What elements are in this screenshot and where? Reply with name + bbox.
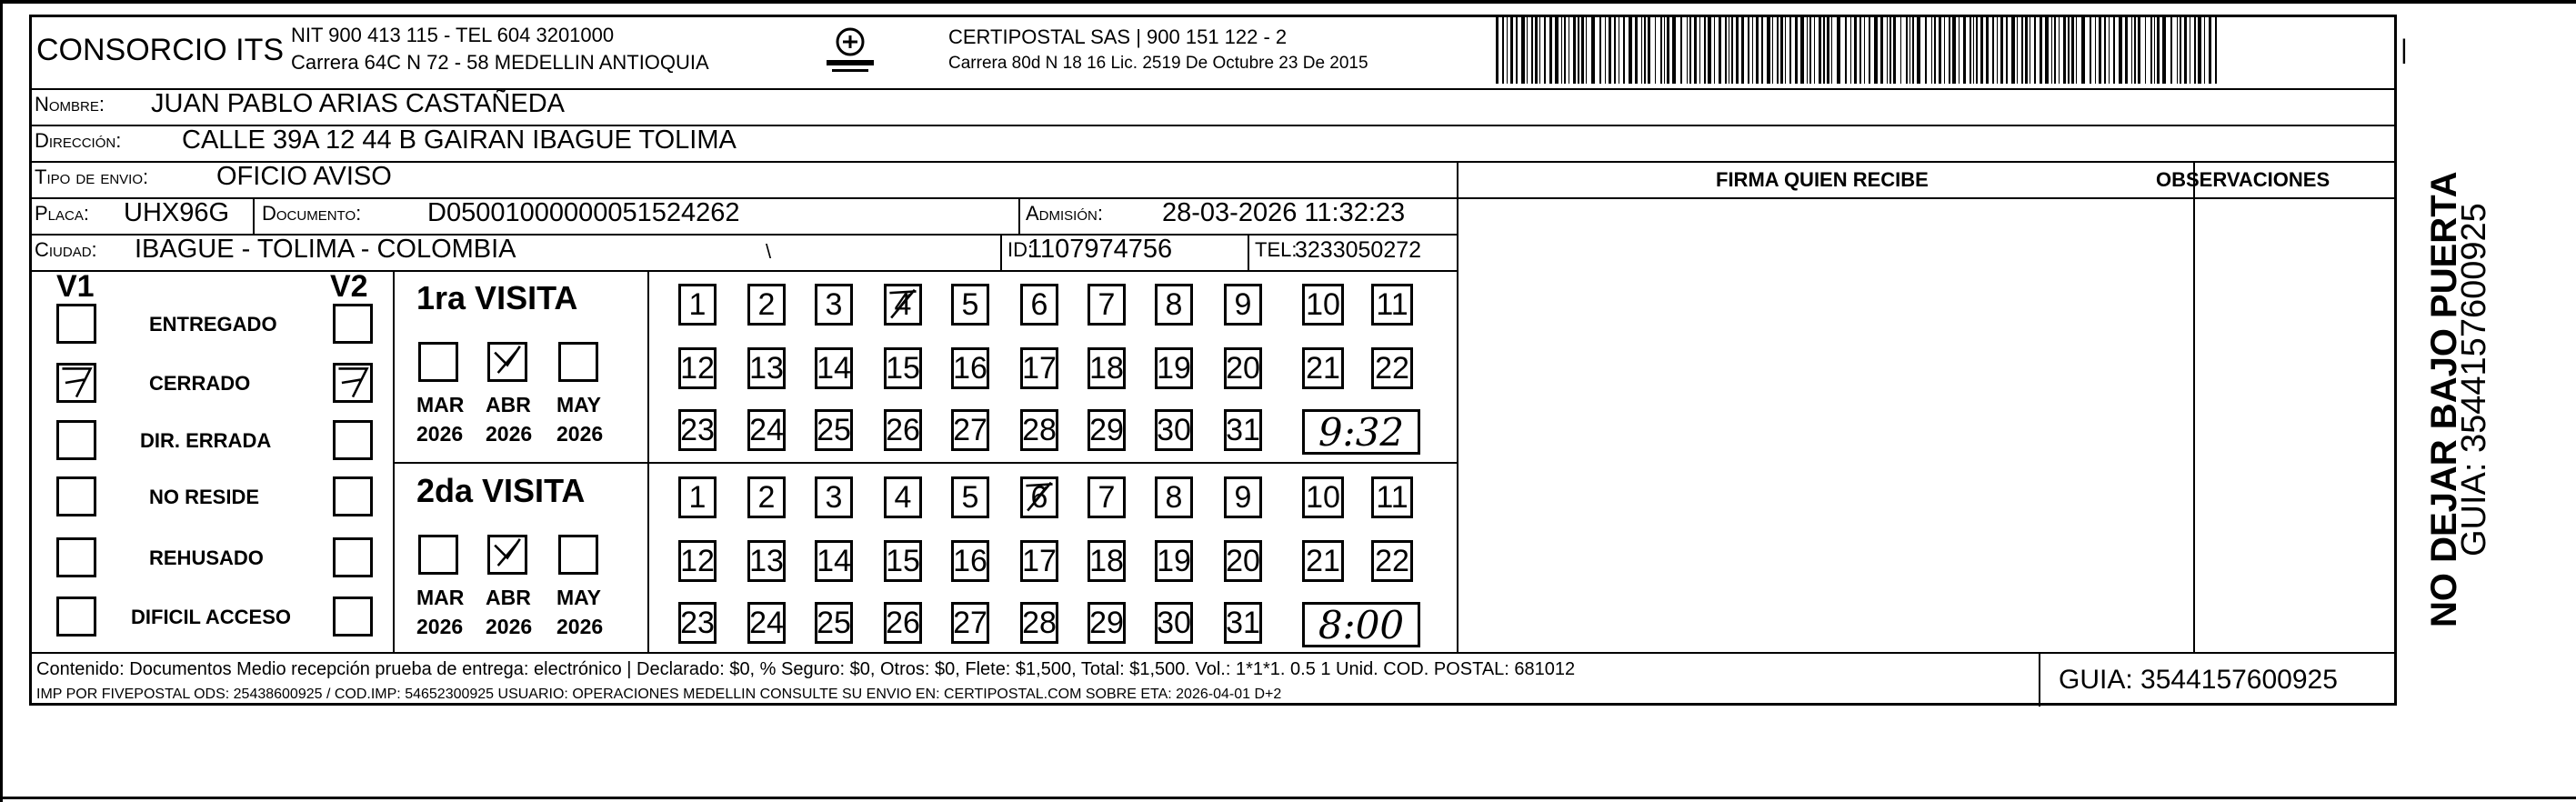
v1-checkbox[interactable]: [56, 537, 96, 577]
company-name: CONSORCIO ITS: [36, 33, 285, 67]
barcode-bar: [1880, 16, 1883, 84]
barcode-bar: [1893, 16, 1896, 84]
barcode-bar: [1900, 16, 1901, 84]
day-box[interactable]: 6: [1020, 476, 1058, 518]
day-box[interactable]: 1: [678, 284, 717, 326]
no-dejar-warning: NO DEJAR BAJO PUERTA: [2424, 171, 2464, 627]
barcode-bar: [1909, 16, 1910, 84]
barcode-bar: [2154, 16, 2155, 84]
barcode-bar: [1591, 16, 1595, 84]
barcode-bar: [2125, 16, 2128, 84]
day-box[interactable]: 27: [951, 409, 989, 451]
barcode-bar: [1521, 16, 1525, 84]
day-box[interactable]: 21: [1302, 540, 1344, 582]
visit-title: 2da VISITA: [416, 472, 586, 509]
barcode-bar: [1527, 16, 1528, 84]
barcode-bar: [1741, 16, 1744, 84]
v1-checkbox[interactable]: [56, 363, 96, 403]
barcode-bar: [2017, 16, 2018, 84]
edge-mark: |: [2401, 35, 2408, 65]
day-box[interactable]: 25: [815, 409, 853, 451]
barcode-bar: [1539, 16, 1540, 84]
status-label: NO RESIDE: [149, 486, 260, 508]
barcode-bar: [1831, 16, 1832, 84]
barcode-bar: [1944, 16, 1945, 84]
barcode-bar: [1807, 16, 1808, 84]
barcode-bar: [1912, 16, 1915, 84]
document-label: Documento:: [262, 202, 362, 225]
barcode-bar: [2063, 16, 2066, 84]
visit-time-box[interactable]: 8:00: [1302, 602, 1420, 647]
barcode-bar: [1970, 16, 1971, 84]
barcode-bar: [1704, 16, 1706, 84]
day-box[interactable]: 2: [747, 284, 786, 326]
name-label: Nombre:: [35, 93, 105, 115]
barcode-bar: [2045, 16, 2049, 84]
send-type-label: Tipo de envio:: [35, 165, 149, 188]
day-box[interactable]: 11: [1371, 284, 1413, 326]
month-checkbox[interactable]: [558, 535, 598, 575]
day-box[interactable]: 28: [1020, 409, 1058, 451]
day-box[interactable]: 26: [884, 409, 922, 451]
carrier-address: Carrera 80d N 18 16 Lic. 2519 De Octubre 23 De 2015: [948, 54, 1368, 73]
v2-checkbox[interactable]: [333, 596, 373, 637]
v1-checkbox[interactable]: [56, 420, 96, 460]
barcode-bar: [1859, 16, 1861, 84]
month-label: MAY: [556, 586, 601, 609]
barcode-bar: [2081, 16, 2085, 84]
barcode-bar: [1736, 16, 1739, 84]
barcode-bar: [1731, 16, 1733, 84]
barcode-bar: [2099, 16, 2101, 84]
month-label: MAR: [416, 393, 465, 416]
day-box[interactable]: 16: [951, 347, 989, 389]
day-box[interactable]: 18: [1088, 540, 1126, 582]
month-label: ABR: [486, 586, 531, 609]
day-box[interactable]: 12: [678, 347, 717, 389]
month-checkbox[interactable]: [487, 535, 527, 575]
barcode-bar: [2095, 16, 2096, 84]
barcode-bar: [1510, 16, 1513, 84]
barcode: [1496, 16, 2219, 84]
id-value: 1107974756: [1027, 235, 1173, 264]
barcode-bar: [1952, 16, 1956, 84]
barcode-bar: [1887, 16, 1888, 84]
day-box[interactable]: 24: [747, 602, 786, 644]
visit-time-box[interactable]: 9:32: [1302, 409, 1420, 455]
barcode-bar: [2054, 16, 2056, 84]
v2-checkbox[interactable]: [333, 537, 373, 577]
month-checkbox[interactable]: [418, 342, 458, 382]
day-box[interactable]: 24: [747, 409, 786, 451]
barcode-bar: [1573, 16, 1576, 84]
barcode-bar: [2104, 16, 2106, 84]
day-box[interactable]: 3: [815, 284, 853, 326]
v2-checkbox[interactable]: [333, 304, 373, 344]
plate-label: Placa:: [35, 202, 89, 225]
month-label: MAR: [416, 586, 465, 609]
barcode-bar: [1772, 16, 1773, 84]
barcode-bar: [1549, 16, 1552, 84]
barcode-bar: [2109, 16, 2110, 84]
day-box[interactable]: 22: [1371, 540, 1413, 582]
barcode-bar: [2119, 16, 2122, 84]
barcode-bar: [1644, 16, 1646, 84]
barcode-bar: [1752, 16, 1753, 84]
barcode-bar: [2204, 16, 2205, 84]
company-nit: NIT 900 413 115 - TEL 604 3201000: [291, 24, 615, 46]
barcode-bar: [2011, 16, 2015, 84]
barcode-bar: [1823, 16, 1825, 84]
barcode-bar: [2198, 16, 2201, 84]
day-box[interactable]: 2: [747, 476, 786, 518]
barcode-bar: [2131, 16, 2132, 84]
address-label: Dirección:: [35, 129, 122, 152]
day-box[interactable]: 19: [1155, 540, 1193, 582]
barcode-bar: [1680, 16, 1682, 84]
carrier-name: CERTIPOSTAL SAS | 900 151 122 - 2: [948, 25, 1288, 48]
barcode-bar: [2006, 16, 2008, 84]
tel-label: TEL:: [1255, 238, 1298, 261]
tel-value: 3233050272: [1295, 237, 1422, 263]
barcode-bar: [1502, 16, 1504, 84]
barcode-bar: [2034, 16, 2036, 84]
day-box[interactable]: 13: [747, 347, 786, 389]
barcode-bar: [1827, 16, 1829, 84]
barcode-bar: [1931, 16, 1932, 84]
v2-checkbox[interactable]: [333, 363, 373, 403]
barcode-bar: [2134, 16, 2136, 84]
barcode-bar: [1845, 16, 1847, 84]
barcode-bar: [1748, 16, 1749, 84]
barcode-bar: [2090, 16, 2091, 84]
barcode-bar: [1959, 16, 1960, 84]
v1-checkbox[interactable]: [56, 304, 96, 344]
day-box[interactable]: 5: [951, 476, 989, 518]
barcode-bar: [1655, 16, 1656, 84]
month-label: MAY: [556, 393, 601, 416]
day-box[interactable]: 10: [1302, 284, 1344, 326]
day-box[interactable]: 4: [884, 476, 922, 518]
barcode-bar: [1699, 16, 1700, 84]
visit-title: 1ra VISITA: [416, 279, 578, 316]
barcode-bar: [2170, 16, 2172, 84]
scan-edge-top: [0, 0, 2576, 4]
plate-value: UHX96G: [124, 198, 230, 227]
barcode-bar: [1516, 16, 1518, 84]
barcode-bar: [1544, 16, 1546, 84]
barcode-bar: [1800, 16, 1804, 84]
day-box[interactable]: 9: [1224, 284, 1262, 326]
barcode-bar: [1925, 16, 1927, 84]
stray-mark: \: [766, 240, 772, 263]
day-box[interactable]: 12: [678, 540, 717, 582]
barcode-bar: [1874, 16, 1878, 84]
day-box[interactable]: 30: [1155, 602, 1193, 644]
day-box[interactable]: 31: [1224, 602, 1262, 644]
day-box[interactable]: 15: [884, 540, 922, 582]
barcode-bar: [2145, 16, 2146, 84]
month-checkbox[interactable]: [487, 342, 527, 382]
barcode-bar: [1561, 16, 1562, 84]
status-label: REHUSADO: [149, 546, 264, 569]
barcode-bar: [1672, 16, 1676, 84]
recipient-name: JUAN PABLO ARIAS CASTAÑEDA: [151, 89, 565, 118]
document-value: D05001000000051524262: [427, 198, 740, 227]
day-box[interactable]: 26: [884, 602, 922, 644]
year-label: 2026: [416, 615, 464, 638]
day-box[interactable]: 16: [951, 540, 989, 582]
v2-checkbox[interactable]: [333, 420, 373, 460]
year-label: 2026: [486, 615, 533, 638]
day-box[interactable]: 22: [1371, 347, 1413, 389]
barcode-bar: [2150, 16, 2152, 84]
barcode-bar: [2068, 16, 2070, 84]
day-box[interactable]: 20: [1224, 540, 1262, 582]
barcode-bar: [1609, 16, 1611, 84]
day-box[interactable]: 28: [1020, 602, 1058, 644]
barcode-bar: [1623, 16, 1625, 84]
barcode-bar: [1708, 16, 1711, 84]
barcode-bar: [1725, 16, 1727, 84]
barcode-bar: [2157, 16, 2160, 84]
day-box[interactable]: 13: [747, 540, 786, 582]
side-guia: GUIA: 3544157600925: [2455, 203, 2493, 556]
barcode-bar: [1586, 16, 1587, 84]
month-checkbox[interactable]: [418, 535, 458, 575]
day-box[interactable]: 3: [815, 476, 853, 518]
day-box[interactable]: 17: [1020, 347, 1058, 389]
barcode-bar: [1934, 16, 1936, 84]
barcode-bar: [1980, 16, 1983, 84]
barcode-bar: [1756, 16, 1759, 84]
send-type: OFICIO AVISO: [216, 162, 392, 191]
barcode-bar: [1767, 16, 1770, 84]
barcode-bar: [1578, 16, 1579, 84]
barcode-bar: [1564, 16, 1566, 84]
v1-checkbox[interactable]: [56, 596, 96, 637]
day-box[interactable]: 18: [1088, 347, 1126, 389]
status-label: CERRADO: [149, 372, 251, 395]
day-box[interactable]: 8: [1155, 476, 1193, 518]
barcode-bar: [2138, 16, 2140, 84]
barcode-bar: [1837, 16, 1840, 84]
barcode-bar: [1614, 16, 1616, 84]
year-label: 2026: [556, 615, 604, 638]
barcode-bar: [2051, 16, 2052, 84]
barcode-bar: [2177, 16, 2178, 84]
barcode-bar: [1869, 16, 1870, 84]
barcode-bar: [1939, 16, 1941, 84]
day-box[interactable]: 27: [951, 602, 989, 644]
barcode-bar: [2025, 16, 2028, 84]
barcode-bar: [1949, 16, 1950, 84]
status-label: DIR. ERRADA: [140, 429, 272, 452]
barcode-bar: [2040, 16, 2042, 84]
barcode-bar: [1850, 16, 1851, 84]
day-box[interactable]: 23: [678, 409, 717, 451]
barcode-bar: [1889, 16, 1891, 84]
barcode-bar: [1906, 16, 1908, 84]
day-box[interactable]: 6: [1020, 284, 1058, 326]
barcode-bar: [1795, 16, 1798, 84]
barcode-bar: [1809, 16, 1811, 84]
day-box[interactable]: 14: [815, 540, 853, 582]
barcode-bar: [2021, 16, 2023, 84]
day-box[interactable]: 7: [1088, 476, 1126, 518]
scan-edge-left: [0, 0, 3, 802]
barcode-bar: [1689, 16, 1691, 84]
footer-contents: Contenido: Documentos Medio recepción prueba de entrega: electrónico | Declarado: $0, % Seguro: $0, Otros: $0, Flete: $1,500, Total: $1,500. Vol.: 1*1*1. 0.5 1 Unid. COD. POSTAL: 681012: [36, 659, 1576, 679]
barcode-bar: [1581, 16, 1584, 84]
day-box[interactable]: 30: [1155, 409, 1193, 451]
barcode-bar: [1714, 16, 1715, 84]
footer-imp: IMP POR FIVEPOSTAL ODS: 25438600925 / COD.IMP: 54652300925 USUARIO: OPERACIONES MEDELLIN CONSULTE SU ENVIO EN: CERTIPOSTAL.COM SOBRE ETA: 2026-04-01 D+2: [36, 687, 1282, 702]
barcode-bar: [1992, 16, 1994, 84]
barcode-bar: [1664, 16, 1665, 84]
barcode-bar: [1667, 16, 1669, 84]
barcode-bar: [1719, 16, 1721, 84]
day-box[interactable]: 17: [1020, 540, 1058, 582]
barcode-bar: [1819, 16, 1821, 84]
barcode-bar: [1605, 16, 1606, 84]
status-label: DIFICIL ACCESO: [131, 606, 292, 628]
admission-label: Admisión:: [1026, 202, 1103, 225]
day-box[interactable]: 11: [1371, 476, 1413, 518]
day-box[interactable]: 10: [1302, 476, 1344, 518]
barcode-bar: [1814, 16, 1815, 84]
v2-header: V2: [330, 269, 368, 304]
barcode-bar: [1917, 16, 1920, 84]
barcode-bar: [2000, 16, 2003, 84]
day-box[interactable]: 20: [1224, 347, 1262, 389]
barcode-bar: [1777, 16, 1779, 84]
day-box[interactable]: 29: [1088, 409, 1126, 451]
barcode-bar: [1976, 16, 1978, 84]
day-box[interactable]: 23: [678, 602, 717, 644]
barcode-bar: [1635, 16, 1638, 84]
v1-checkbox[interactable]: [56, 476, 96, 516]
day-box[interactable]: 14: [815, 347, 853, 389]
barcode-bar: [2113, 16, 2115, 84]
barcode-bar: [2180, 16, 2181, 84]
barcode-bar: [1648, 16, 1650, 84]
barcode-bar: [1963, 16, 1966, 84]
day-box[interactable]: 15: [884, 347, 922, 389]
barcode-bar: [2162, 16, 2166, 84]
barcode-bar: [1997, 16, 1998, 84]
barcode-bar: [1973, 16, 1974, 84]
barcode-bar: [1986, 16, 1989, 84]
observations-column-header: OBSERVACIONES: [2156, 168, 2330, 191]
barcode-bar: [1785, 16, 1786, 84]
recipient-address: CALLE 39A 12 44 B GAIRAN IBAGUE TOLIMA: [182, 125, 737, 155]
barcode-bar: [1687, 16, 1688, 84]
barcode-bar: [1854, 16, 1857, 84]
year-label: 2026: [486, 422, 533, 446]
year-label: 2026: [416, 422, 464, 446]
footer-guia: GUIA: 3544157600925: [2059, 665, 2338, 695]
city-label: Ciudad:: [35, 238, 97, 261]
year-label: 2026: [556, 422, 604, 446]
city-value: IBAGUE - TOLIMA - COLOMBIA: [135, 235, 516, 264]
month-checkbox[interactable]: [558, 342, 598, 382]
barcode-bar: [2209, 16, 2211, 84]
barcode-bar: [1629, 16, 1632, 84]
certipostal-logo: [823, 24, 877, 78]
barcode-bar: [2071, 16, 2074, 84]
barcode-bar: [1780, 16, 1783, 84]
barcode-bar: [1531, 16, 1533, 84]
delivery-form: [29, 15, 2397, 706]
barcode-bar: [1660, 16, 1662, 84]
barcode-bar: [1694, 16, 1697, 84]
day-box[interactable]: 5: [951, 284, 989, 326]
barcode-bar: [1789, 16, 1791, 84]
barcode-bar: [2194, 16, 2196, 84]
day-box[interactable]: 21: [1302, 347, 1344, 389]
admission-value: 28-03-2026 11:32:23: [1162, 198, 1406, 227]
day-box[interactable]: 1: [678, 476, 717, 518]
barcode-bar: [1555, 16, 1559, 84]
v1-header: V1: [56, 269, 95, 304]
barcode-bar: [1761, 16, 1763, 84]
status-label: ENTREGADO: [149, 313, 277, 336]
barcode-bar: [1599, 16, 1601, 84]
month-label: ABR: [486, 393, 531, 416]
barcode-bar: [1641, 16, 1642, 84]
day-box[interactable]: 7: [1088, 284, 1126, 326]
day-box[interactable]: 8: [1155, 284, 1193, 326]
v2-checkbox[interactable]: [333, 476, 373, 516]
barcode-bar: [1507, 16, 1508, 84]
barcode-bar: [1496, 16, 1498, 84]
day-box[interactable]: 31: [1224, 409, 1262, 451]
barcode-bar: [1864, 16, 1865, 84]
barcode-bar: [2059, 16, 2060, 84]
id-label: ID:: [1007, 238, 1034, 261]
signature-column-header: FIRMA QUIEN RECIBE: [1716, 168, 1929, 191]
day-box[interactable]: 25: [815, 602, 853, 644]
day-box[interactable]: 29: [1088, 602, 1126, 644]
barcode-bar: [2184, 16, 2187, 84]
barcode-bar: [1535, 16, 1538, 84]
company-address: Carrera 64C N 72 - 58 MEDELLIN ANTIOQUIA: [291, 51, 709, 74]
barcode-bar: [2215, 16, 2217, 84]
day-box[interactable]: 19: [1155, 347, 1193, 389]
day-box[interactable]: 4: [884, 284, 922, 326]
day-box[interactable]: 9: [1224, 476, 1262, 518]
barcode-bar: [2076, 16, 2077, 84]
scan-edge-bottom: [0, 797, 2576, 799]
